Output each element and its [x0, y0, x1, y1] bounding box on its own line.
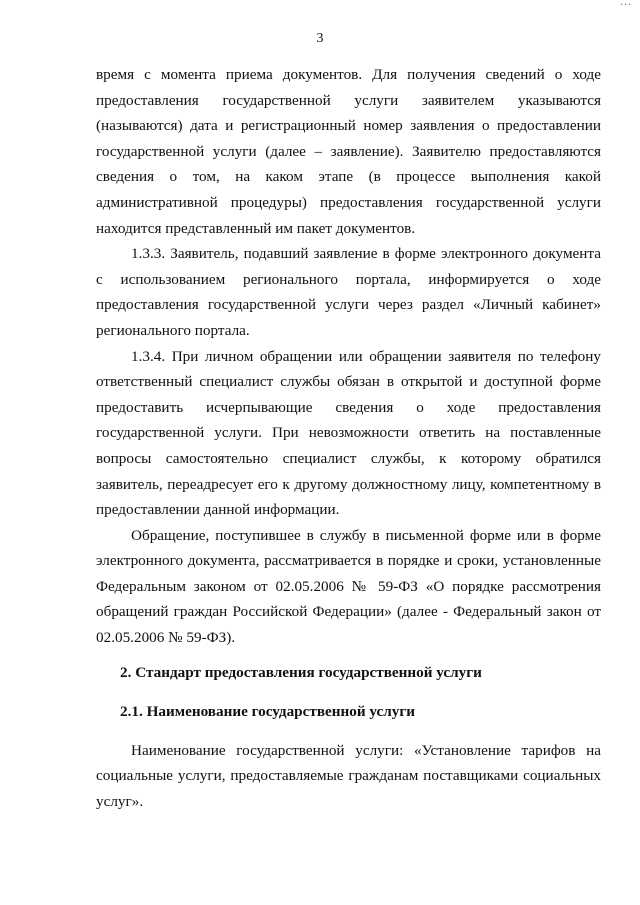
paragraph-1-3-4: 1.3.4. При личном обращении или обращении заявителя по телефону ответственный специалист службы обязан в открытой и доступной форме предоставить исчерпывающие сведения о ходе предоставления государственной услуги. При невозможности ответить на поставленные вопросы самостоятельно специалист службы, к которому обратился заявитель, переадресует его к другому должностному лицу, компетентному в предоставлении данной информации. — [96, 347, 601, 519]
subsection-heading-2-1: 2.1. Наименование государственной услуги — [120, 703, 416, 721]
corner-mark: ... — [620, 0, 632, 8]
paragraph-1-3-3: 1.3.3. Заявитель, подавший заявление в форме электронного документа с использованием регионального портала, информируется о ходе предоставления государственной услуги через раздел «Личный кабинет» регионального портала. — [96, 245, 601, 339]
page-number: 3 — [316, 31, 324, 46]
section-heading-2: 2. Стандарт предоставления государственной услуги — [120, 663, 482, 681]
paragraph-continuation: время с момента приема документов. Для получения сведений о ходе предоставления государственной услуги заявителем указываются (называются) дата и регистрационный номер заявления о предоставлении государственной услуги (далее – заявление). Заявителю предоставляются сведения о том, на каком этапе (в процессе выполнения какой административной процедуры) предоставления государственной услуги находится представленный им пакет документов. — [96, 66, 601, 237]
document-body — [96, 62, 601, 815]
paragraph-written-appeal: Обращение, поступившее в службу в письменной форме или в форме электронного документа, рассматривается в порядке и сроки, установленные Федеральным законом от 02.05.2006 № 59-ФЗ «О порядке рассмотрения обращений граждан Российской Федерации» (далее - Федеральный закон от 02.05.2006 № 59-ФЗ). — [96, 526, 601, 647]
paragraph-service-name: Наименование государственной услуги: «Установление тарифов на социальные услуги, предоставляемые гражданам поставщиками социальных услуг». — [96, 741, 601, 811]
